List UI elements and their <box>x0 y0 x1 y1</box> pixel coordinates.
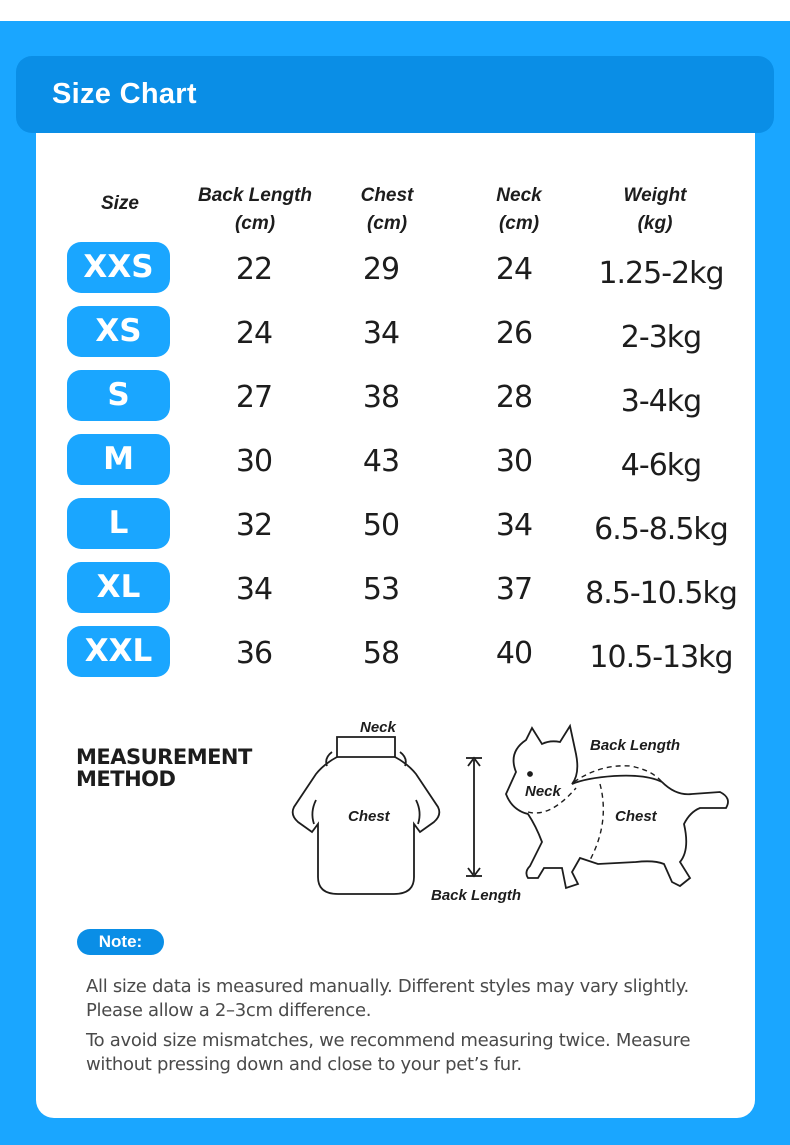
weight-value: 3-4kg <box>620 384 702 419</box>
note-badge: Note: <box>77 929 164 955</box>
back-length-value: 34 <box>235 572 273 607</box>
garment-back-length-label: Back Length <box>431 887 522 904</box>
weight-value: 2-3kg <box>620 320 702 355</box>
chest-value: 43 <box>362 444 400 479</box>
back-length-value: 30 <box>235 444 273 479</box>
size-badge: L <box>67 498 170 549</box>
cat-chest-dashed-line <box>590 784 603 860</box>
size-badge: XXS <box>67 242 170 293</box>
weight-value: 10.5-13kg <box>589 640 733 675</box>
back-length-arrow-icon <box>466 758 482 876</box>
page-title: Size Chart <box>52 78 197 110</box>
neck-value: 28 <box>495 380 533 415</box>
neck-value: 34 <box>495 508 533 543</box>
back-length-value: 22 <box>235 252 273 287</box>
column-header-weight: Weight (kg) <box>623 185 687 234</box>
cat-neck-label: Neck <box>525 783 561 800</box>
size-badge: XL <box>67 562 170 613</box>
column-header-chest: Chest (cm) <box>360 185 414 234</box>
column-header-neck: Neck (cm) <box>496 185 542 234</box>
size-badge: XS <box>67 306 170 357</box>
note-paragraph-2: To avoid size mismatches, we recommend measuring twice. Measure without pressing down and close to your pet’s fur. <box>86 1030 691 1075</box>
column-header-size: Size <box>100 193 140 214</box>
weight-value: 1.25-2kg <box>598 256 724 291</box>
measurement-diagram <box>280 712 740 912</box>
chest-value: 53 <box>362 572 400 607</box>
size-badge: XXL <box>67 626 170 677</box>
garment-chest-label: Chest <box>348 808 390 825</box>
back-length-value: 27 <box>235 380 273 415</box>
measurement-method-title: MEASUREMENT METHOD <box>76 745 252 791</box>
neck-value: 37 <box>495 572 533 607</box>
column-header-back-length: Back Length (cm) <box>197 185 313 234</box>
chest-value: 34 <box>362 316 400 351</box>
neck-value: 30 <box>495 444 533 479</box>
chest-value: 29 <box>362 252 400 287</box>
neck-value: 40 <box>495 636 533 671</box>
chest-value: 50 <box>362 508 400 543</box>
back-length-value: 32 <box>235 508 273 543</box>
cat-back-length-label: Back Length <box>590 737 681 754</box>
back-length-value: 24 <box>235 316 273 351</box>
weight-value: 6.5-8.5kg <box>594 512 728 547</box>
chest-value: 58 <box>362 636 400 671</box>
garment-neck-label: Neck <box>360 719 396 736</box>
chest-value: 38 <box>362 380 400 415</box>
weight-value: 8.5-10.5kg <box>585 576 737 611</box>
neck-value: 26 <box>495 316 533 351</box>
size-badge: S <box>67 370 170 421</box>
back-length-value: 36 <box>235 636 273 671</box>
weight-value: 4-6kg <box>620 448 702 483</box>
cat-chest-label: Chest <box>615 808 657 825</box>
size-badge: M <box>67 434 170 485</box>
neck-value: 24 <box>495 252 533 287</box>
note-paragraph-1: All size data is measured manually. Different styles may vary slightly. Please allow a 2–3cm difference. <box>86 976 689 1021</box>
